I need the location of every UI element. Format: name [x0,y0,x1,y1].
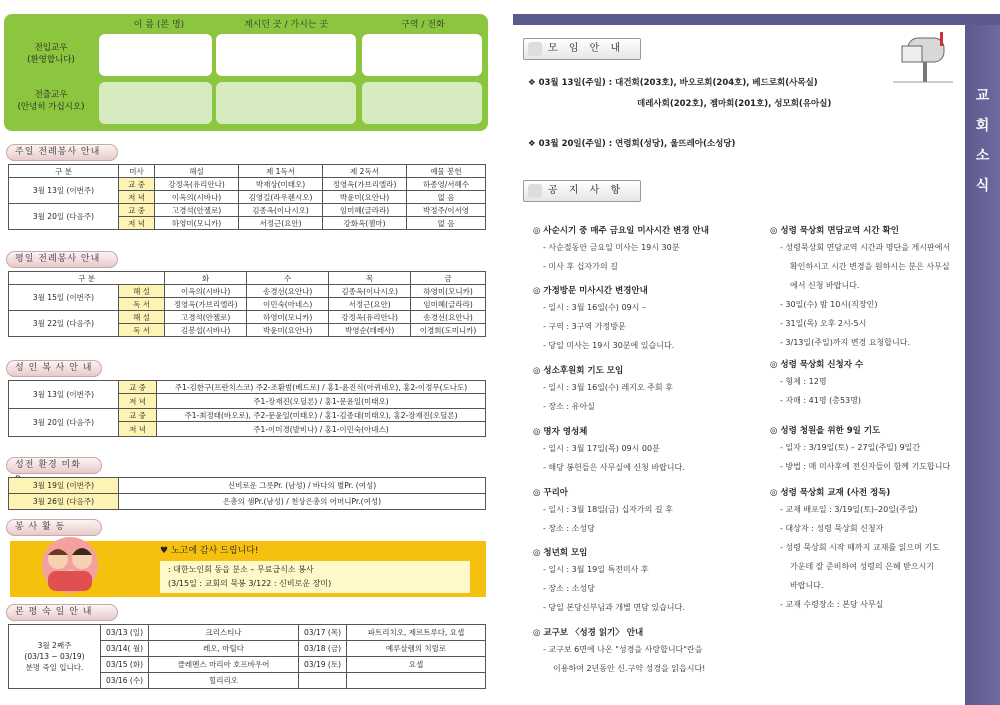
notice-item: - 당일 본당신부님과 개별 면담 있습니다. [543,603,685,612]
notice-item: - 자매 : 41명 (총53명) [780,396,861,405]
reg-header-contact: 구역 / 전화 [401,20,445,30]
table-row: 독 서 김봉섭(시바나) 박윤미(요안나) 박영순(데레사) 이경희(도미니카) [9,324,486,337]
notice-item: - 일시 : 3월 17일(목) 09시 00분 [543,444,660,453]
in-name-field[interactable] [99,34,212,76]
table-row: 3월 26일 (다음주) 은총의 샘Pr.(남성) / 천상은총의 어머니Pr.(여성) [9,494,486,510]
speaker-icon [528,42,542,56]
volunteer-section-title: 봉 사 활 동 [6,519,102,536]
notice-item: - 당일 미사는 19시 30분에 있습니다. [543,341,675,350]
notice-item: - 미사 후 십자가의 길 [543,262,618,271]
out-contact-field[interactable] [362,82,482,124]
table-row: 저 녁 하영미(모니카) 서정근(요안) 강화옥(젬마) 없 음 [9,217,486,230]
table-row: 저 녁 주1-이미경(발비나) / 홍1-이민숙(아녜스) [9,422,486,437]
notice-item: - 구역 : 3구역 가정방문 [543,322,626,331]
sunday-table: 구 분 미사 해설 제 1독서 제 2독서 예물 봉헌 3월 13일 (이번주) 교 중 강정옥(유리안나) 박재상(미태오) 정영옥(가브리엘라) 하종영/서혜수 저 녁 이옥의(시바나) 김영길(라우렌시오) 박윤미(요안나) 없 음 3월 20일 (다음주) 교 중 고경석(안젤로) 김종옥(이나시오) 임미혜(글라라) 박정주/이서영 저 녁 하영미(모니카) 서정근(요안) 강화옥(젬마) 없 음 [8,164,486,230]
sidebar-char: 소 [975,148,990,164]
notice-item: - 3/13일(주일)까지 변경 요청합니다. [780,338,911,347]
in-contact-field[interactable] [362,34,482,76]
header-bar [513,14,1000,25]
meeting-title-box: 모 임 안 내 [523,38,641,60]
prayer-section-title: 성전 환경 미화 [6,457,102,474]
table-row: 3월 20일 (다음주) 교 중 고경석(안젤로) 김종옥(이나시오) 임미혜(글라라) 박정주/이서영 [9,204,486,217]
adoration-week-label: 3월 2째주 (03/13 ~ 03/19) 분명 죽일 입니다. [9,625,101,689]
table-row: 03/15 (화) 클레멘스 마리아 호프바우어 03/19 (토) 요셉 [9,657,486,673]
thanks-text: ♥ 노고에 감사 드립니다! [160,546,259,556]
notice-heading: ◎ 성령 묵상회 신청자 수 [770,360,864,370]
notice-item: - 성령 묵상회 시작 때까지 교재를 읽으며 기도 [780,543,940,552]
sidebar-char: 교 [975,88,990,104]
notice-heading: ◎ 꾸리아 [533,488,569,498]
out-name-field[interactable] [99,82,212,124]
notice-item: 에서 신청 바랍니다. [790,281,860,290]
notice-item: - 일시 : 3월 16일(수) 레지오 주회 후 [543,383,673,392]
mailbox-icon [888,26,958,86]
sidebar-char: 식 [975,178,990,194]
family-illustration-icon [30,535,110,601]
volunteer-banner [10,541,486,597]
table-row: 저 녁 주1-장재진(오딜론) / 홍1-문윤일(미태오) [9,394,486,409]
weekday-table: 구 분 화 수 목 금 3월 15일 (이번주) 해 설 이옥의(시바나) 송경선(요안나) 김종옥(이나시오) 하영미(모니카) 독 서 정영옥(가브리엘라) 이민숙(아네스) 서정근(요안) 임미혜(글라라) 3월 22일 (다음주) 해 설 고경석(안젤로) 하영미(모니카) 강정옥(유리안나) 송경선(요안나) 독 서 김봉섭(시바나) 박윤미(요안나) 박영순(데레사) 이경희(도미니카) [8,271,486,337]
adoration-table [8,624,486,689]
church-news-sidebar [965,25,1000,705]
altar-section-title: 성 인 복 사 안 내 [6,360,102,377]
adoration-section-title: 본 평 숙 일 안 내 [6,604,118,621]
notice-item: - 방법 : 매 미사후에 전신자들이 함께 기도합니다 [780,462,951,471]
out-place-field[interactable] [216,82,356,124]
table-row: 3월 15일 (이번주) 해 설 이옥의(시바나) 송경선(요안나) 김종옥(이나시오) 하영미(모니카) [9,285,486,298]
notice-title-box: 공 지 사 항 [523,180,641,202]
heart-icon: ♥ [160,546,171,556]
notice-heading: ◎ 성소후원회 기도 모임 [533,366,624,376]
notice-heading: ◎ 명자 영성체 [533,427,588,437]
meeting-line-3: ❖ 03월 20일(주일) : 연령회(성당), 울뜨레아(소성당) [528,139,736,149]
table-row: 독 서 정영옥(가브리엘라) 이민숙(아네스) 서정근(요안) 임미혜(글라라) [9,298,486,311]
sidebar-char: 회 [975,118,990,134]
notice-heading: ◎ 성령 청원을 위한 9일 기도 [770,426,881,436]
table-row: 3월 20일 (다음주) 교 중 주1-최정태(바오로), 주2-문윤일(미태오) / 홍1-김종대(미태오), 홍2-장재진(오딜론) [9,409,486,422]
notice-item: - 일시 : 3월 18일(금) 십자가의 길 후 [543,505,673,514]
notice-item: - 일시 : 3월 16일(수) 09시 – [543,303,646,312]
notice-item: - 교재 배포일 : 3/19일(토)–20일(주일) [780,505,918,514]
notice-item: 이용하여 2년동안 신.구약 성경을 읽읍시다! [553,664,706,673]
in-place-field[interactable] [216,34,356,76]
meeting-line-2: 데레사회(202호), 젬마회(201호), 성모회(유아실) [637,99,832,109]
altar-table [8,380,486,437]
prayer-table [8,477,486,510]
table-row: 3월 22일 (다음주) 해 설 고경석(안젤로) 하영미(모니카) 강정옥(유리안나) 송경선(요안나) [9,311,486,324]
notice-item: - 사순절동안 금요일 미사는 19시 30분 [543,243,680,252]
notice-item: 확인하시고 시간 변경을 원하시는 분은 사무실 [790,262,950,271]
notice-item: - 교재 수령장소 : 본당 사무실 [780,600,884,609]
notice-item: - 31일(목) 오후 2시-5시 [780,319,867,328]
notice-item: - 대상자 : 성령 묵상회 신청자 [780,524,884,533]
out-label: 전출교우 (안녕히 가십시오) [17,90,85,112]
table-row: 3월 13일 (이번주) 교 중 강정옥(유리안나) 박재상(미태오) 정영옥(가브리엘라) 하종영/서혜수 [9,178,486,191]
notice-item: - 해당 봉헌들은 사무실에 신청 바랍니다. [543,463,685,472]
notice-item: - 교구보 6면에 나온 "성경을 사랑합니다"란을 [543,645,703,654]
in-label: 전입교우 (환영합니다) [27,43,75,65]
notice-heading: ◎ 교구보 〈성경 읽기〉 안내 [533,628,644,638]
notice-heading: ◎ 청년회 모임 [533,548,588,558]
notice-item: - 일자 : 3/19일(토) – 27일(주일) 9일간 [780,443,921,452]
notice-heading: ◎ 가정방문 미사시간 변경안내 [533,286,648,296]
table-row: 저 녁 이옥의(시바나) 김영길(라우렌시오) 박윤미(요안나) 없 음 [9,191,486,204]
registration-panel [4,14,488,131]
table-row: 3월 2째주 (03/13 ~ 03/19) 분명 죽일 입니다. 03/13 (일) 크리스티나 03/17 (목) 파트리치오, 제르트루다, 요셉 [9,625,486,641]
meeting-line-1: ❖ 03월 13일(주일) : 대건회(203호), 바오로회(204호), 베드로회(사목실) [528,78,818,88]
notice-item: 가운데 잘 준비하여 성령의 은혜 받으시기 [790,562,935,571]
notice-item: - 성령묵상회 면담교역 시간과 명단을 게시판에서 [780,243,951,252]
weekday-section-title: 평일 전례봉사 안내 [6,251,118,268]
reg-header-place: 계시던 곳 / 가시는 곳 [243,20,329,30]
notice-heading: ◎ 성령 묵상회 면담교역 시간 확인 [770,226,899,236]
speaker-icon [528,184,542,198]
notice-item: 바랍니다. [790,581,824,590]
table-row: 3월 13일 (이번주) 교 중 주1-김한구(프란치스코) 주2-조환범(베드로) / 홍1-윤진식(아퀴네오), 홍2-이정무(도나도) [9,381,486,394]
notice-item: - 30일(수) 밤 10시(직장인) [780,300,878,309]
sunday-section-title: 주일 전례봉사 안내 [6,144,118,161]
reg-header-name: 이 름 (본 명) [133,20,185,30]
notice-item: - 장소 : 소성당 [543,524,595,533]
notice-item: - 일시 : 3월 19일 특전미사 후 [543,565,649,574]
notice-item: - 형제 : 12명 [780,377,827,386]
notice-item: - 장소 : 소성당 [543,584,595,593]
table-row: 3월 19일 (이번주) 신비로운 그릇Pr. (남성) / 바다의 별Pr. (여성) [9,478,486,494]
notice-heading: ◎ 성령 묵상회 교재 (사전 정독) [770,488,891,498]
notice-heading: ◎ 사순시기 중 매주 금요일 미사시간 변경 안내 [533,226,709,236]
notice-item: - 장소 : 유아실 [543,402,595,411]
volunteer-details: : 대한노인회 동읍 분소 – 무료급식소 봉사 (3/15일 : 교회의 묵봉 3/122 : 신비로운 장미) [160,561,470,593]
table-row: 03/14( 월) 레오, 마틸다 03/18 (금) 예루살렘의 치릴로 [9,641,486,657]
table-row: 03/16 (수) 힐리리오 [9,673,486,689]
